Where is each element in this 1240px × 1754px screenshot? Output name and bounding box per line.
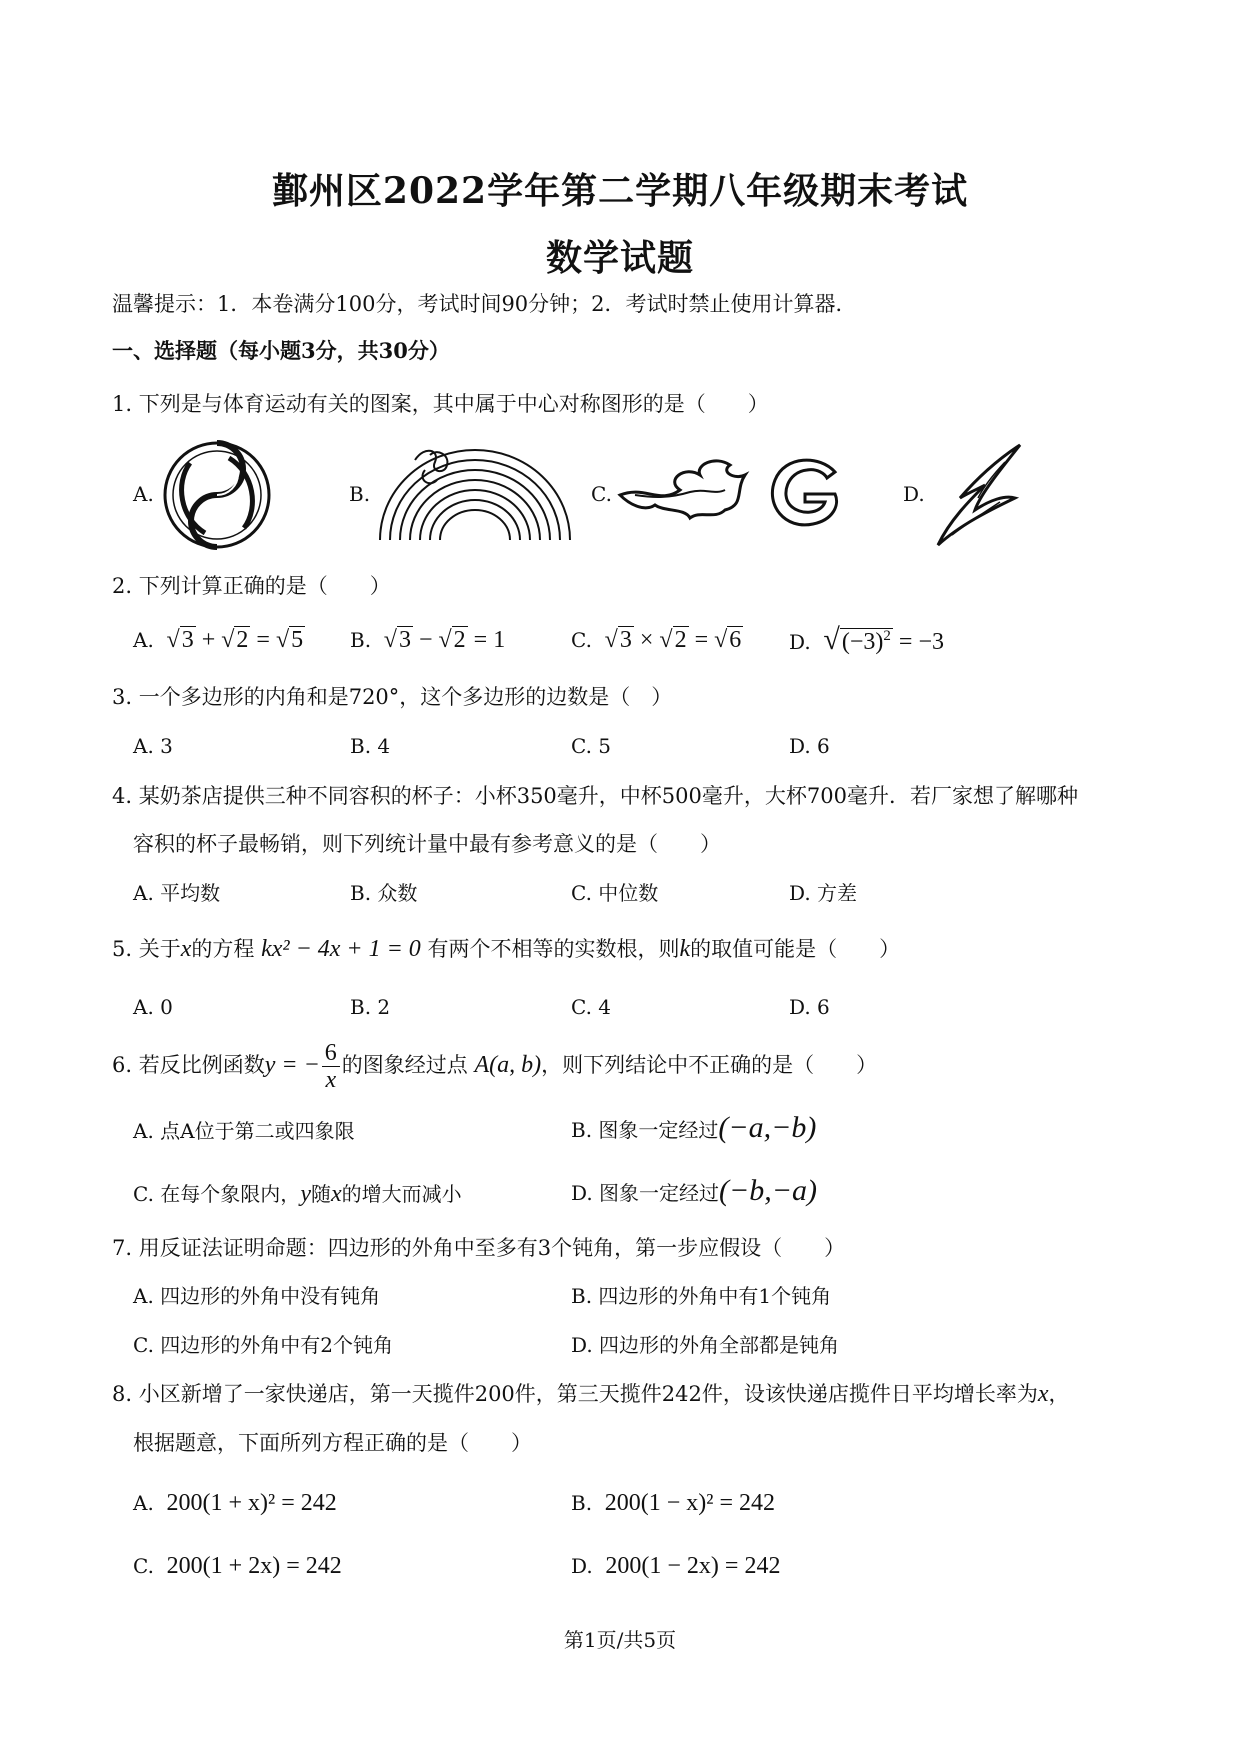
q1-label-d: D. (903, 482, 925, 506)
question-8-stem: 8. 小区新增了一家快递店，第一天揽件200件，第三天揽件242件，设该快递店揽件日平均增长率为x， (112, 1381, 1070, 1407)
q4-option-c: C. 中位数 (571, 881, 659, 905)
question-5-stem: 5. 关于x的方程 kx² − 4x + 1 = 0 有两个不相等的实数根，则k的取值可能是（ ） (112, 936, 901, 962)
exam-subtitle: 数学试题 (545, 237, 694, 279)
q1-figure-d (930, 440, 1040, 550)
q1-label-b: B. (349, 482, 371, 506)
q6-option-b: B. 图象一定经过(−a,−b) (571, 1111, 817, 1144)
question-8-stem-cont: 根据题意，下面所列方程正确的是（ ） (133, 1431, 532, 1455)
question-4-stem: 4. 某奶茶店提供三种不同容积的杯子：小杯350毫升，中杯500毫升，大杯700毫升．若厂家想了解哪种 (112, 784, 1078, 808)
question-6-stem: 6. 若反比例函数y = − $\frac{6}{x}$ 的图象经过点 A(a, b)，则下列结论中不正确的是（ ） (112, 1040, 878, 1093)
q2-option-b: B. √3 − √2 = 1 (350, 627, 506, 653)
q3-option-b: B. 4 (350, 734, 391, 758)
q1-figure-c (615, 450, 855, 535)
q7-option-b: B. 四边形的外角中有1个钝角 (571, 1284, 832, 1308)
q8-option-b: B. 200(1 − x)² = 242 (571, 1490, 776, 1516)
notice: 温馨提示：1．本卷满分100分，考试时间90分钟；2．考试时禁止使用计算器． (112, 292, 857, 316)
q2-option-a: A. √3 + √2 = √5 (133, 627, 304, 653)
q1-figure-a (160, 438, 275, 553)
q5-option-a: A. 0 (133, 995, 173, 1019)
q1-figure-b (375, 440, 575, 550)
q3-option-d: D. 6 (789, 734, 830, 758)
q6-option-d: D. 图象一定经过(−b,−a) (571, 1174, 818, 1207)
q1-label-c: C. (591, 482, 612, 506)
question-7-stem: 7. 用反证法证明命题：四边形的外角中至多有3个钝角，第一步应假设（ ） (112, 1236, 846, 1260)
q8-option-c: C. 200(1 + 2x) = 242 (133, 1553, 342, 1579)
q3-option-a: A. 3 (133, 734, 173, 758)
exam-title: 鄞州区2022学年第二学期八年级期末考试 (271, 170, 969, 212)
section-heading: 一、选择题（每小题3分，共30分） (112, 338, 450, 363)
q7-option-c: C. 四边形的外角中有2个钝角 (133, 1333, 394, 1357)
q4-option-a: A. 平均数 (133, 881, 221, 905)
q8-option-d: D. 200(1 − 2x) = 242 (571, 1553, 781, 1579)
q7-option-a: A. 四边形的外角中没有钝角 (133, 1284, 381, 1308)
q3-option-c: C. 5 (571, 734, 612, 758)
q6-option-c: C. 在每个象限内，y随x的增大而减小 (133, 1181, 462, 1207)
q7-option-d: D. 四边形的外角全部都是钝角 (571, 1333, 840, 1357)
q6-option-a: A. 点A位于第二或四象限 (133, 1119, 355, 1143)
question-4-stem-cont: 容积的杯子最畅销，则下列统计量中最有参考意义的是（ ） (133, 832, 721, 856)
page-footer: 第1页/共5页 (563, 1628, 677, 1652)
q5-option-b: B. 2 (350, 995, 391, 1019)
q5-option-c: C. 4 (571, 995, 612, 1019)
q2-option-c: C. √3 × √2 = √6 (571, 627, 742, 653)
q1-label-a: A. (133, 482, 154, 506)
q8-option-a: A. 200(1 + x)² = 242 (133, 1490, 337, 1516)
q4-option-b: B. 众数 (350, 881, 418, 905)
question-3-stem: 3. 一个多边形的内角和是720°，这个多边形的边数是（ ） (112, 685, 673, 709)
question-2-stem: 2. 下列计算正确的是（ ） (112, 574, 391, 598)
q2-option-d: D. $√(-3)^2 = -3$ (789, 623, 945, 656)
q4-option-d: D. 方差 (789, 881, 858, 905)
question-1-stem: 1. 下列是与体育运动有关的图案，其中属于中心对称图形的是（ ） (112, 392, 769, 416)
q5-option-d: D. 6 (789, 995, 830, 1019)
